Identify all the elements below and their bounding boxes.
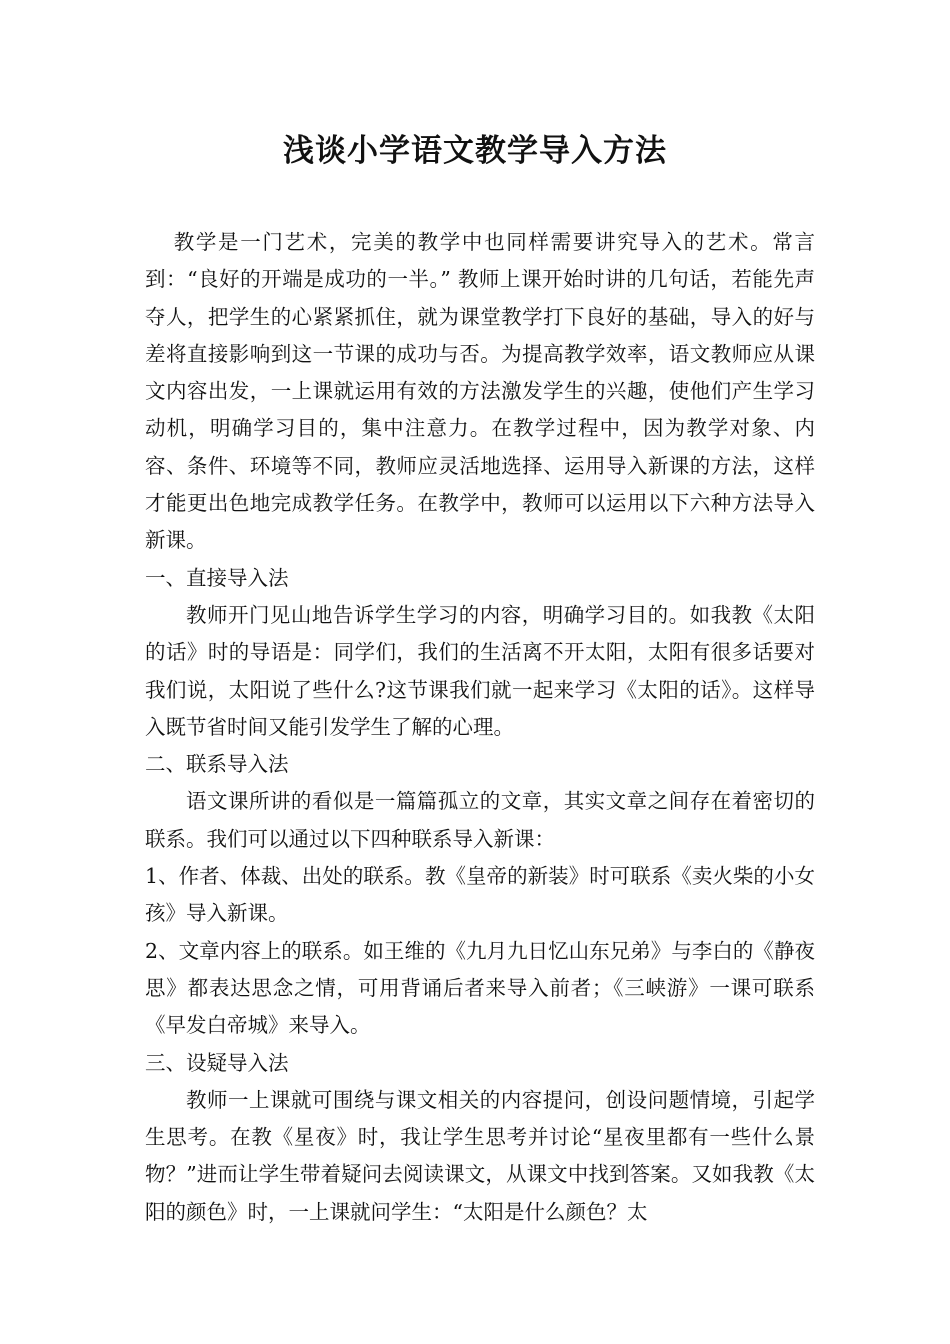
section-heading-1: 一、直接导入法 <box>145 565 289 590</box>
section-2-item-2: 2、文章内容上的联系。如王维的《九月九日忆山东兄弟》与李白的《静夜思》都表达思念之情，可用背诵后者来导入前者；《三峡游》一课可联系《早发白帝城》来导入。 <box>145 938 815 1038</box>
section-2-paragraph: 语文课所讲的看似是一篇篇孤立的文章，其实文章之间存在着密切的联系。我们可以通过以下四种联系导入新课： <box>145 789 815 851</box>
section-3-paragraph: 教师一上课就可围绕与课文相关的内容提问，创设问题情境，引起学生思考。在教《星夜》时，我让学生思考并讨论“星夜里都有一些什么景物？”进而让学生带着疑问去阅读课文，从课文中找到答案。又如我教《太阳的颜色》时，一上课就问学生：“太阳是什么颜色？太 <box>145 1087 815 1224</box>
section-2-item-1: 1、作者、体裁、出处的联系。教《皇帝的新装》时可联系《卖火柴的小女孩》导入新课。 <box>145 864 815 926</box>
document-body <box>145 224 815 1231</box>
section-1-paragraph: 教师开门见山地告诉学生学习的内容，明确学习目的。如我教《太阳的话》时的导语是：同学们，我们的生活离不开太阳，太阳有很多话要对我们说，太阳说了些什么?这节课我们就一起来学习《太阳的话》。这样导入既节省时间又能引发学生了解的心理。 <box>145 602 815 739</box>
section-heading-3: 三、设疑导入法 <box>145 1050 289 1075</box>
document-title: 浅谈小学语文教学导入方法 <box>283 133 667 169</box>
intro-paragraph: 教学是一门艺术，完美的教学中也同样需要讲究导入的艺术。常言到：“良好的开端是成功的一半。” 教师上课开始时讲的几句话，若能先声夺人，把学生的心紧紧抓住，就为课堂教学打下良好的基础，导入的好与差将直接影响到这一节课的成功与否。为提高教学效率，语文教师应从课文内容出发，一上课就运用有效的方法激发学生的兴趣，使他们产生学习动机，明确学习目的，集中注意力。在教学过程中，因为教学对象、内容、条件、环境等不同，教师应灵活地选择、运用导入新课的方法，这样才能更出色地完成教学任务。在教学中，教师可以运用以下六种方法导入新课。 <box>145 230 815 553</box>
section-heading-2: 二、联系导入法 <box>145 752 289 777</box>
